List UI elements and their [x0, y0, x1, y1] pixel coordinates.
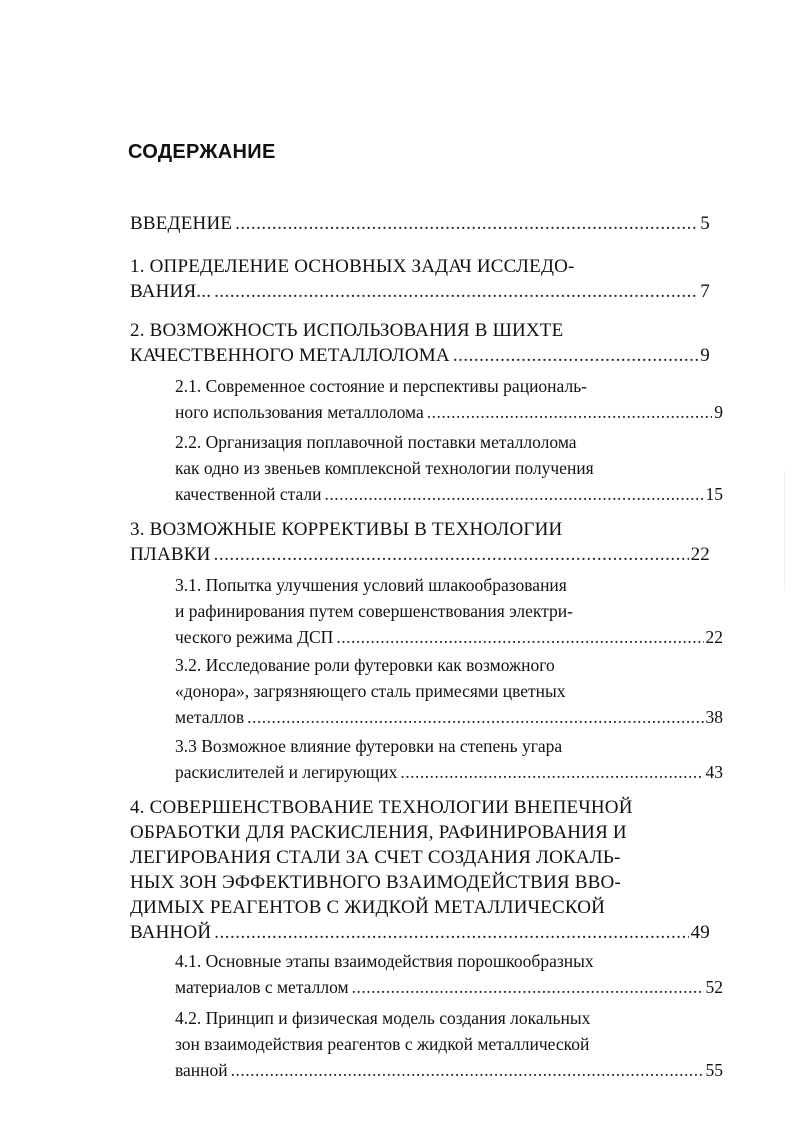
toc-entry[interactable] [175, 429, 723, 507]
toc-entry-line: ЛЕГИРОВАНИЯ СТАЛИ ЗА СЧЕТ СОЗДАНИЯ ЛОКАЛЬ- [130, 847, 621, 868]
toc-page-number: 15 [705, 484, 723, 504]
toc-entry-line: 3. ВОЗМОЖНЫЕ КОРРЕКТИВЫ В ТЕХНОЛОГИИ [130, 519, 563, 540]
toc-entry-line: ческого режима ДСП [175, 627, 334, 647]
dot-leader [228, 1057, 704, 1083]
toc-entry[interactable] [175, 1005, 723, 1083]
toc-entry-line: и рафинирования путем совершенствования электри- [175, 601, 573, 621]
toc-page-number: 49 [690, 922, 710, 943]
dot-leader [232, 211, 698, 236]
toc-entry[interactable] [175, 733, 723, 785]
toc-entry-line: раскислителей и легирующих [175, 762, 398, 782]
toc-entry-line: ВАНИЯ... [130, 281, 212, 302]
toc-entry-line: ного использования металлолома [175, 402, 424, 422]
dot-leader [397, 759, 703, 785]
toc-entry[interactable] [130, 254, 710, 304]
toc-page-number: 22 [690, 544, 710, 565]
toc-entry-line: 4.1. Основные этапы взаимодействия порошкообразных [175, 951, 594, 971]
dot-leader [244, 704, 703, 730]
toc-entry[interactable] [130, 318, 710, 368]
toc-page-number: 43 [705, 762, 723, 782]
dot-leader [450, 343, 698, 368]
toc-page-number: 7 [700, 281, 710, 302]
toc-entry-line: 1. ОПРЕДЕЛЕНИЕ ОСНОВНЫХ ЗАДАЧ ИССЛЕДО- [130, 256, 575, 277]
toc-entry[interactable] [130, 211, 710, 236]
toc-entry[interactable] [175, 948, 723, 1000]
toc-entry-line: материалов с металлом [175, 977, 349, 997]
toc-entry-line: 2.1. Современное состояние и перспективы рациональ- [175, 376, 588, 396]
toc-page-number: 5 [700, 213, 710, 234]
toc-entry[interactable] [175, 572, 723, 650]
toc-entry-line: как одно из звеньев комплексной технологии получения [175, 458, 594, 478]
toc-entry-line: ДИМЫХ РЕАГЕНТОВ С ЖИДКОЙ МЕТАЛЛИЧЕСКОЙ [130, 897, 606, 918]
dot-leader [349, 974, 704, 1000]
toc-entry-line: КАЧЕСТВЕННОГО МЕТАЛЛОЛОМА [130, 345, 450, 366]
toc-entry-line: ПЛАВКИ [130, 544, 211, 565]
toc-entry-line: 3.3 Возможное влияние футеровки на степень угара [175, 736, 563, 756]
toc-entry-line: качественной стали [175, 484, 322, 504]
toc-entry-line: 2. ВОЗМОЖНОСТЬ ИСПОЛЬЗОВАНИЯ В ШИХТЕ [130, 320, 564, 341]
toc-entry-line: зон взаимодействия реагентов с жидкой металлической [175, 1034, 590, 1054]
toc-entry-line: ванной [175, 1060, 228, 1080]
dot-leader [424, 399, 713, 425]
toc-entry[interactable] [175, 652, 723, 730]
toc-entry-line: «донора», загрязняющего сталь примесями цветных [175, 681, 566, 701]
page-title: СОДЕРЖАНИЕ [128, 141, 276, 163]
toc-page-number: 9 [714, 402, 723, 422]
toc-entry-line: ВАННОЙ [130, 922, 212, 943]
toc-entry[interactable] [130, 795, 710, 945]
toc-page-number: 55 [705, 1060, 723, 1080]
dot-leader [211, 542, 689, 567]
toc-entry-line: 4. СОВЕРШЕНСТВОВАНИЕ ТЕХНОЛОГИИ ВНЕПЕЧНОЙ [130, 797, 633, 818]
scan-artifact-line [784, 470, 785, 590]
toc-entry-line: НЫХ ЗОН ЭФФЕКТИВНОГО ВЗАИМОДЕЙСТВИЯ ВВО- [130, 872, 621, 893]
toc-entry[interactable] [130, 517, 710, 567]
toc-entry-line: металлов [175, 707, 245, 727]
toc-entry-line: ОБРАБОТКИ ДЛЯ РАСКИСЛЕНИЯ, РАФИНИРОВАНИЯ И [130, 822, 627, 843]
toc-entry-line: 3.2. Исследование роли футеровки как возможного [175, 655, 555, 675]
toc-entry-line: ВВЕДЕНИЕ [130, 213, 233, 234]
dot-leader [333, 624, 703, 650]
toc-entry-line: 3.1. Попытка улучшения условий шлакообразования [175, 575, 567, 595]
toc-page-number: 22 [705, 627, 723, 647]
dot-leader [322, 481, 704, 507]
dot-leader [211, 920, 688, 945]
dot-leader [211, 279, 698, 304]
toc-page-number: 38 [705, 707, 723, 727]
toc-entry[interactable] [175, 373, 723, 425]
toc-entry-line: 4.2. Принцип и физическая модель создания локальных [175, 1008, 591, 1028]
toc-entry-line: 2.2. Организация поплавочной поставки металлолома [175, 432, 577, 452]
toc-page-number: 9 [700, 345, 710, 366]
toc-page-number: 52 [705, 977, 723, 997]
